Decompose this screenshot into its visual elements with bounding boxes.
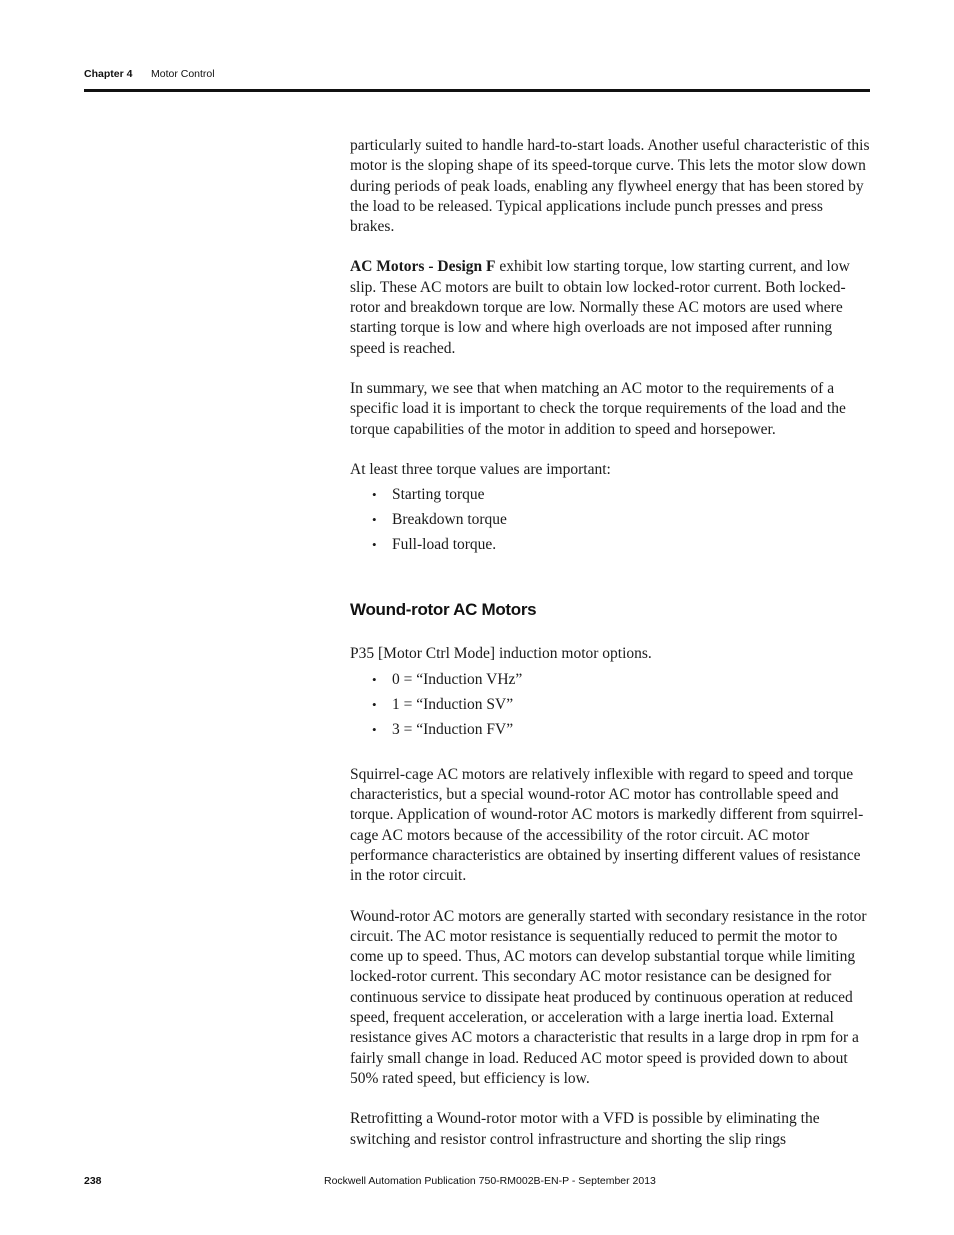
list-item: • 0 = “Induction VHz” bbox=[350, 670, 870, 695]
bullet-icon: • bbox=[372, 721, 377, 737]
paragraph-retrofit: Retrofitting a Wound-rotor motor with a VFD is possible by eliminating the switching and resistor control infrastructure and shorting the slip rings bbox=[350, 1110, 820, 1148]
list-item: • Breakdown torque bbox=[350, 510, 870, 535]
list-item: • Starting torque bbox=[350, 485, 870, 510]
page-number: 238 bbox=[84, 1175, 102, 1187]
paragraph-squirrel-cage: Squirrel-cage AC motors are relatively inflexible with regard to speed and torque characteristics, but a special wound-rotor AC motor has controllable speed and torque. Application of wound-rotor AC motors is markedly different from squirrel-cage AC motors because of the accessibility of the rotor circuit. AC motor performance characteristics are obtained by inserting different values of resistance in the rotor circuit. bbox=[350, 765, 864, 885]
bullet-icon: • bbox=[372, 512, 377, 528]
body-text-column bbox=[350, 136, 870, 1170]
bullet-icon: • bbox=[372, 487, 377, 503]
bullet-icon: • bbox=[372, 696, 377, 712]
paragraph-design-f bbox=[350, 257, 870, 358]
running-header bbox=[84, 66, 870, 84]
p35-options-list bbox=[350, 670, 870, 745]
torque-list-intro: At least three torque values are important: bbox=[350, 460, 611, 478]
torque-list bbox=[350, 485, 870, 560]
publication-info: Rockwell Automation Publication 750-RM002B-EN-P - September 2013 bbox=[324, 1175, 656, 1187]
list-item: • 3 = “Induction FV” bbox=[350, 720, 870, 745]
bullet-icon: • bbox=[372, 671, 377, 687]
section-heading-wound-rotor: Wound-rotor AC Motors bbox=[350, 600, 537, 620]
section-title: Motor Control bbox=[151, 68, 215, 80]
chapter-label: Chapter 4 bbox=[84, 68, 133, 80]
p35-intro: P35 [Motor Ctrl Mode] induction motor options. bbox=[350, 645, 652, 663]
list-item: • Full-load torque. bbox=[350, 535, 870, 560]
design-f-text: exhibit low starting torque, low starting current, and low slip. These AC motors are built to obtain low locked-rotor current. Both locked-rotor and breakdown torque are low. Normally these AC motors are used where starting torque is low and where high overloads are not imposed after running speed is reached. bbox=[350, 258, 850, 357]
page-footer bbox=[84, 1175, 870, 1191]
paragraph-design-d-continued: particularly suited to handle hard-to-start loads. Another useful characteristic of this motor is the sloping shape of its speed-torque curve. This lets the motor slow down during periods of peak loads, enabling any flywheel energy that has been stored by the load to be released. Typical applications include punch presses and press brakes. bbox=[350, 137, 870, 236]
paragraph-wound-rotor-start: Wound-rotor AC motors are generally started with secondary resistance in the rotor circuit. The AC motor resistance is sequentially reduced to permit the motor to come up to speed. Thus, AC motors can develop substantial torque while limiting locked-rotor current. This secondary AC motor resistance can be designed for continuous service to dissipate heat produced by continuous operation at reduced speed, frequent acceleration, or acceleration with a large inertia load. External resistance gives AC motors a characteristic that results in a large drop in rpm for a fairly small change in load. Reduced AC motor speed is provided down to about 50% rated speed, but efficiency is low. bbox=[350, 907, 867, 1087]
design-f-term: AC Motors - Design F bbox=[350, 258, 496, 276]
bullet-icon: • bbox=[372, 537, 377, 553]
list-item: • 1 = “Induction SV” bbox=[350, 695, 870, 720]
paragraph-summary: In summary, we see that when matching an AC motor to the requirements of a specific load it is important to check the torque requirements of the load and the torque capabilities of the motor in addition to speed and horsepower. bbox=[350, 379, 846, 438]
header-divider bbox=[84, 89, 870, 92]
